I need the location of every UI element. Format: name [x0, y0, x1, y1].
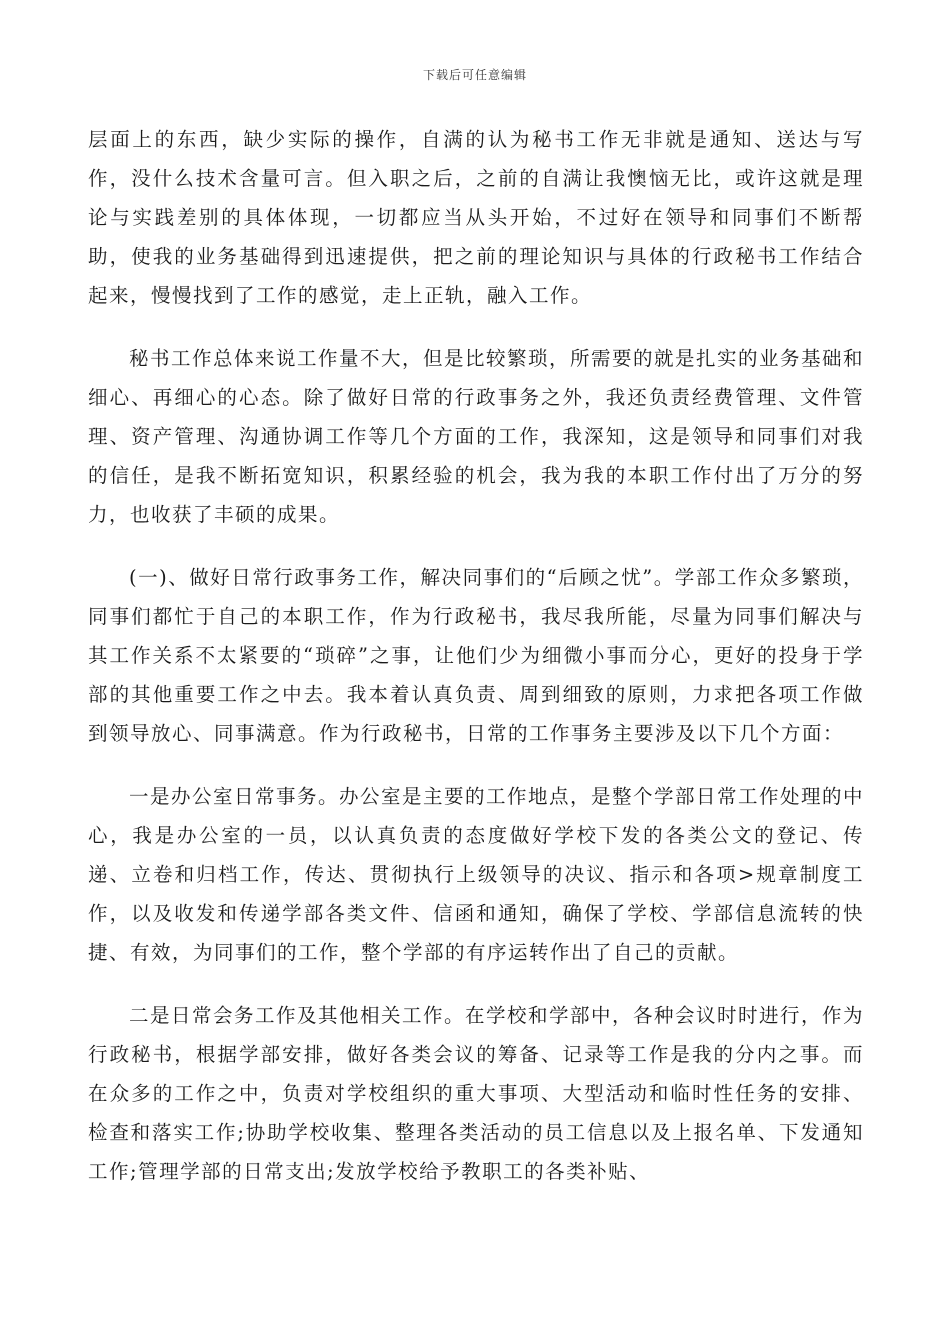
paragraph-2: 秘书工作总体来说工作量不大，但是比较繁琐，所需要的就是扎实的业务基础和细心、再细心的心态。除了做好日常的行政事务之外，我还负责经费管理、文件管理、资产管理、沟通协调工作等几个方面的工作，我深知，这是领导和同事们对我的信任，是我不断拓宽知识，积累经验的机会，我为我的本职工作付出了万分的努力，也收获了丰硕的成果。 [88, 347, 864, 526]
paragraph-5: 二是日常会务工作及其他相关工作。在学校和学部中，各种会议时时进行，作为行政秘书，根据学部安排，做好各类会议的筹备、记录等工作是我的分内之事。而在众多的工作之中，负责对学校组织的重大事项、大型活动和临时性任务的安排、检查和落实工作;协助学校收集、整理各类活动的员工信息以及上报名单、下发通知工作;管理学部的日常支出;发放学校给予教职工的各类补贴、 [88, 1004, 864, 1183]
paragraph-3: (一)、做好日常行政事务工作，解决同事们的“后顾之忧”。学部工作众多繁琐，同事们都忙于自己的本职工作，作为行政秘书，我尽我所能，尽量为同事们解决与其工作关系不太紧要的“琐碎”之事，让他们少为细微小事而分心，更好的投身于学部的其他重要工作之中去。我本着认真负责、周到细致的原则，力求把各项工作做到领导放心、同事满意。作为行政秘书，日常的工作事务主要涉及以下几个方面： [88, 566, 864, 745]
document-body [88, 120, 864, 1215]
paragraph-4: 一是办公室日常事务。办公室是主要的工作地点，是整个学部日常工作处理的中心，我是办公室的一员，以认真负责的态度做好学校下发的各类公文的登记、传递、立卷和归档工作，传达、贯彻执行上级领导的决议、指示和各项>规章制度工作，以及收发和传递学部各类文件、信函和通知，确保了学校、学部信息流转的快捷、有效，为同事们的工作，整个学部的有序运转作出了自己的贡献。 [88, 785, 864, 964]
paragraph-1: 层面上的东西，缺少实际的操作，自满的认为秘书工作无非就是通知、送达与写作，没什么技术含量可言。但入职之后，之前的自满让我懊恼无比，或许这就是理论与实践差别的具体体现，一切都应当从头开始，不过好在领导和同事们不断帮助，使我的业务基础得到迅速提供，把之前的理论知识与具体的行政秘书工作结合起来，慢慢找到了工作的感觉，走上正轨，融入工作。 [88, 128, 864, 307]
page-header: 下载后可任意编辑 [422, 68, 527, 82]
